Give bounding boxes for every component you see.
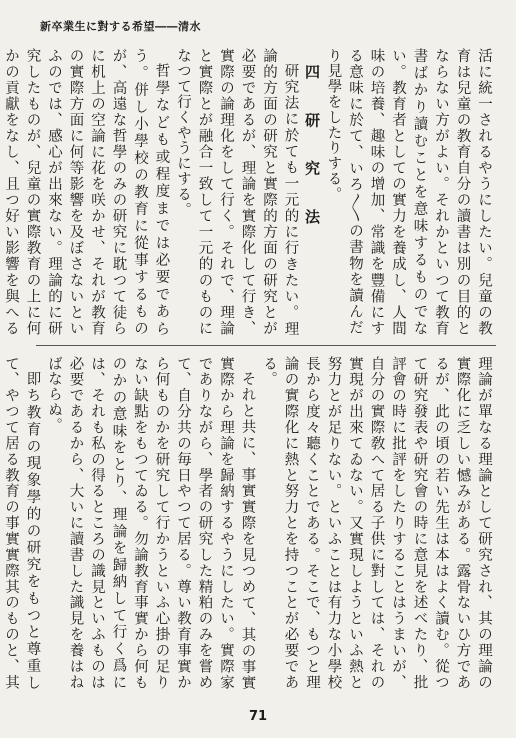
paragraph: それと共に、事實實際を見つめて、其の事實實際から理論を歸納するやうにしたい。實際家でありながら、學者の研究した精粕のみを嘗めて、自分共の毎日やつて居る。尊い教育事實から何ものかを研究して行かうといふ心掛の足りない缺點をもつてゐる。勿論教育事實から何ものかの意味をとり、理論を歸納して行く爲には、それも私の得るところの識見といふものは必要であるから、大いに讀書した識見を養はねばならぬ。 xyxy=(46,356,256,690)
lower-text-block xyxy=(3,356,494,690)
section-divider xyxy=(36,345,496,346)
upper-text-block xyxy=(3,48,494,336)
paragraph: 活に統一されるやうにしたい。兒童の教育は兒童の教育自分の讀書は別の目的とならない方がよい。それかといつて教育書ばかり讀むことを意味するものでない。教育者としての實力を養成し、人間味の培養、趣味の增加、常識を豐備にする意味に於て、いろ〳〵の書物を讀んだり見學をしたりする。 xyxy=(325,48,492,336)
paragraph: 即ち教育の現象學的の研究をもつと尊重して、やつて居る教育の事實實際其のものと、其 xyxy=(3,356,41,690)
paragraph: 研究法に於ても一元的に行きたい。理論的方面の研究と實際的方面の研究とが必要であるが、理論を實際化して行き、實際の論理化をして行く。それで、理論と實際とが融合一致して一元的のものになつて行くやうにする。 xyxy=(175,48,299,336)
section-heading: 四 研 究 法 xyxy=(303,64,321,238)
running-head: 新卒業生に對する希望――清水 xyxy=(40,20,201,33)
paragraph: 哲學なども或程度までは必要であらう。併し小學校の教育に從事するものが、高遠な哲學のみの研究に耽つて徒らに机上の空論に花を咲かせ、それが教育の實際方面に何等影響を及ぼさないといふのでは、感心が出來ない。理論的に研究したものが、兒童の實際教育の上に何かの貢獻をなし、且つ好い影響を與へる xyxy=(3,48,170,336)
paragraph: 理論が單なる理論として研究され、其の理論の實際化に乏しい憾みがある。露骨ないひ方であるが、此の頃の若い先生は本はよく讀む。從つて研究發表や研究會の時に意見を述べたり、批評會の時に批評をしたりすることはうまいが、自分の實際敎へて居る子供に對しては、それの實現が出來てゐない。又實現しようといふ熱と努力とが足りない。といふことは有力な小學校長から度々聽くことである。そこで、もつと理論の實際化に熱と努力とを持つことが必要である。 xyxy=(261,356,492,690)
page-number: 71 xyxy=(248,709,268,724)
